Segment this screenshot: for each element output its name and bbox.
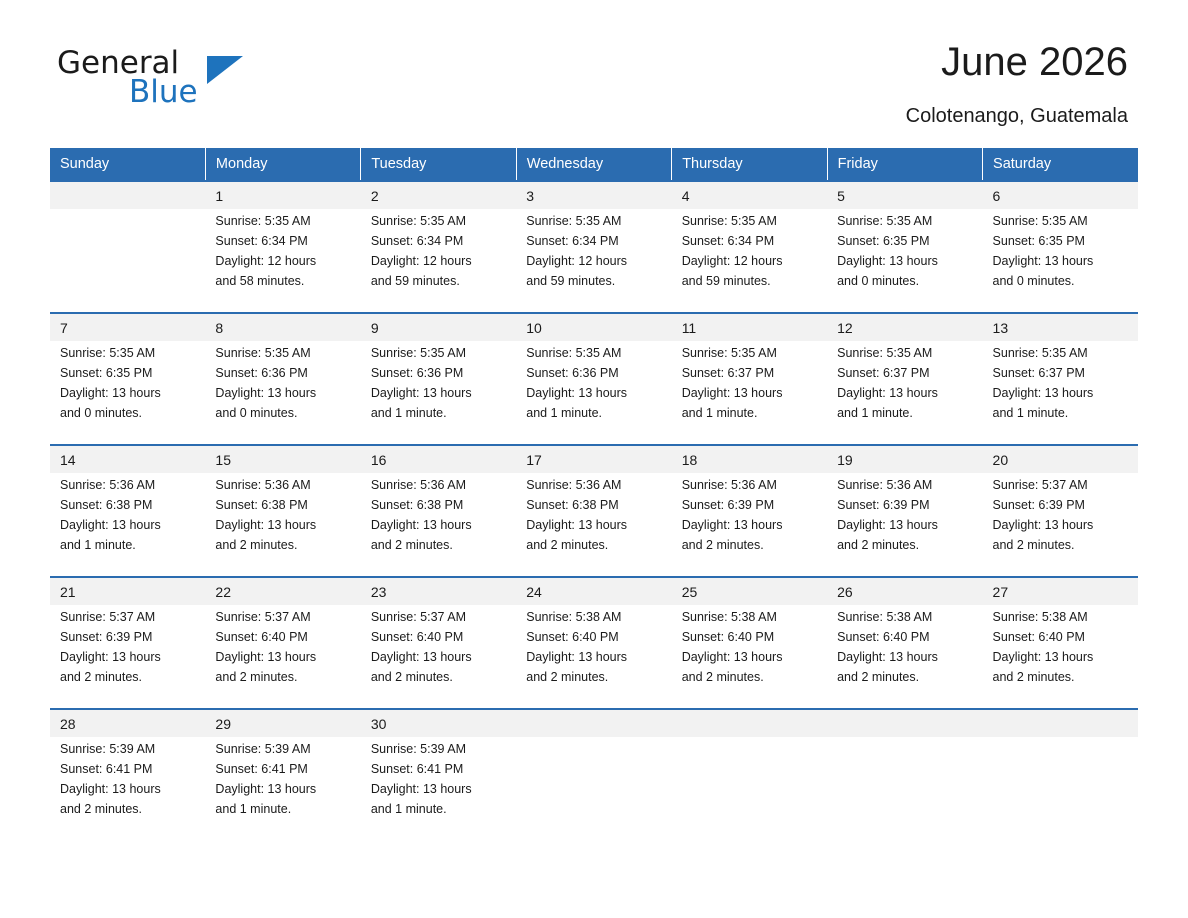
day-detail-cell — [672, 341, 827, 435]
day-detail-line: Sunset: 6:39 PM — [681, 498, 775, 512]
week-detail-row — [50, 605, 1138, 699]
day-detail-cell — [361, 737, 516, 831]
day-detail-line: Daylight: 12 hours — [370, 254, 472, 268]
day-detail-line: and 1 minute. — [370, 802, 447, 816]
day-detail-line: and 59 minutes. — [370, 274, 460, 288]
day-detail-cell — [516, 209, 671, 303]
day-number-cell: 21 — [50, 577, 205, 605]
day-number-cell: 10 — [516, 313, 671, 341]
day-detail-cell — [983, 341, 1138, 435]
day-detail-line: and 1 minute. — [681, 406, 758, 420]
day-detail-line: Sunrise: 5:35 AM — [837, 346, 933, 360]
empty-day-cell — [983, 709, 1138, 737]
day-detail-line: and 2 minutes. — [526, 670, 609, 684]
day-detail-cell — [361, 605, 516, 699]
day-detail-line: Sunrise: 5:36 AM — [370, 478, 467, 492]
day-number-cell: 30 — [361, 709, 516, 737]
weekday-header-sunday: Sunday — [50, 148, 205, 181]
day-detail-line: Sunrise: 5:38 AM — [526, 610, 622, 624]
day-detail-line: Daylight: 13 hours — [60, 650, 161, 664]
week-spacer-cell — [50, 435, 1138, 445]
day-detail-line: Sunrise: 5:39 AM — [215, 742, 311, 756]
day-detail-line: Sunset: 6:40 PM — [370, 630, 464, 644]
day-detail-cell — [205, 737, 360, 831]
day-detail-line: Sunset: 6:35 PM — [992, 234, 1085, 248]
day-detail-line: Sunrise: 5:37 AM — [370, 610, 467, 624]
day-detail-line: Daylight: 13 hours — [215, 782, 317, 796]
day-detail-line: Sunrise: 5:36 AM — [215, 478, 311, 492]
day-number-cell: 18 — [672, 445, 827, 473]
day-detail-line: Sunrise: 5:37 AM — [992, 478, 1088, 492]
day-detail-cell — [361, 209, 516, 303]
day-detail-line: Sunrise: 5:35 AM — [526, 214, 622, 228]
empty-day-cell — [672, 709, 827, 737]
day-number-cell: 16 — [361, 445, 516, 473]
day-detail-cell — [827, 473, 982, 567]
week-spacer-row — [50, 567, 1138, 577]
day-detail-cell — [672, 605, 827, 699]
week-daynumber-row — [50, 181, 1138, 209]
day-number-cell: 25 — [672, 577, 827, 605]
week-daynumber-row — [50, 577, 1138, 605]
day-number-cell: 22 — [205, 577, 360, 605]
day-detail-line: and 1 minute. — [370, 406, 447, 420]
day-detail-line: Sunset: 6:40 PM — [526, 630, 619, 644]
day-detail-line: Sunrise: 5:38 AM — [837, 610, 933, 624]
day-number-cell: 20 — [983, 445, 1138, 473]
day-detail-line: and 2 minutes. — [992, 538, 1075, 552]
day-detail-line: Daylight: 13 hours — [526, 386, 628, 400]
day-detail-line: Daylight: 13 hours — [215, 650, 317, 664]
week-detail-row — [50, 737, 1138, 831]
day-detail-cell — [983, 473, 1138, 567]
day-detail-line: Sunset: 6:36 PM — [215, 366, 308, 380]
day-number-cell: 2 — [361, 181, 516, 209]
week-spacer-row — [50, 435, 1138, 445]
day-detail-line: Sunset: 6:34 PM — [370, 234, 464, 248]
day-detail-line: Daylight: 13 hours — [837, 254, 938, 268]
weekday-header-row — [50, 148, 1138, 181]
day-number-cell: 28 — [50, 709, 205, 737]
day-detail-cell — [361, 341, 516, 435]
day-number-cell: 17 — [516, 445, 671, 473]
generalblue-logo — [57, 46, 317, 116]
day-detail-line: Daylight: 13 hours — [215, 518, 317, 532]
day-detail-line: and 2 minutes. — [837, 538, 920, 552]
day-detail-line: Sunset: 6:34 PM — [526, 234, 619, 248]
day-detail-line: Sunrise: 5:35 AM — [681, 214, 777, 228]
day-number-cell: 9 — [361, 313, 516, 341]
day-detail-line: Sunset: 6:35 PM — [837, 234, 930, 248]
day-detail-line: Sunrise: 5:35 AM — [60, 346, 156, 360]
day-detail-line: and 0 minutes. — [215, 406, 298, 420]
week-spacer-cell — [50, 303, 1138, 313]
day-number-cell: 14 — [50, 445, 205, 473]
day-detail-line: Sunset: 6:37 PM — [992, 366, 1085, 380]
day-number-cell: 4 — [672, 181, 827, 209]
day-detail-line: and 0 minutes. — [837, 274, 920, 288]
day-detail-line: Sunrise: 5:35 AM — [215, 346, 311, 360]
day-detail-cell — [672, 209, 827, 303]
day-detail-cell — [983, 605, 1138, 699]
weekday-header-wednesday: Wednesday — [516, 148, 671, 181]
empty-detail-cell — [983, 737, 1138, 831]
day-number-cell: 6 — [983, 181, 1138, 209]
day-detail-line: and 2 minutes. — [681, 538, 764, 552]
day-number-cell: 5 — [827, 181, 982, 209]
week-spacer-row — [50, 303, 1138, 313]
empty-day-cell — [50, 181, 205, 209]
day-detail-line: Daylight: 12 hours — [215, 254, 317, 268]
day-detail-cell — [827, 605, 982, 699]
day-detail-line: Sunset: 6:37 PM — [837, 366, 930, 380]
calendar-body — [50, 181, 1138, 831]
day-detail-line: and 2 minutes. — [215, 670, 298, 684]
day-detail-line: Sunrise: 5:36 AM — [526, 478, 622, 492]
day-detail-line: Sunset: 6:40 PM — [215, 630, 308, 644]
day-detail-line: and 58 minutes. — [215, 274, 305, 288]
day-detail-line: Sunset: 6:36 PM — [370, 366, 464, 380]
day-detail-line: Sunset: 6:35 PM — [60, 366, 153, 380]
day-detail-line: Daylight: 13 hours — [215, 386, 317, 400]
day-number-cell: 24 — [516, 577, 671, 605]
day-detail-line: Sunrise: 5:35 AM — [215, 214, 311, 228]
day-detail-cell — [50, 341, 205, 435]
day-number-cell: 11 — [672, 313, 827, 341]
day-detail-line: Sunset: 6:38 PM — [215, 498, 308, 512]
day-detail-line: Sunset: 6:40 PM — [992, 630, 1085, 644]
day-detail-line: Sunrise: 5:39 AM — [370, 742, 467, 756]
day-detail-cell — [827, 341, 982, 435]
weekday-header-monday: Monday — [205, 148, 360, 181]
empty-detail-cell — [672, 737, 827, 831]
day-detail-line: Sunset: 6:39 PM — [992, 498, 1085, 512]
day-detail-line: Sunset: 6:39 PM — [837, 498, 930, 512]
day-number-cell: 19 — [827, 445, 982, 473]
day-detail-line: Sunset: 6:40 PM — [681, 630, 775, 644]
day-detail-line: and 1 minute. — [837, 406, 913, 420]
day-detail-line: Sunrise: 5:36 AM — [837, 478, 933, 492]
day-detail-cell — [50, 473, 205, 567]
day-detail-line: Daylight: 13 hours — [681, 650, 783, 664]
week-daynumber-row — [50, 313, 1138, 341]
day-detail-cell — [827, 209, 982, 303]
day-detail-cell — [672, 473, 827, 567]
page-header — [50, 0, 1138, 127]
day-detail-line: Sunset: 6:38 PM — [60, 498, 153, 512]
day-detail-line: and 2 minutes. — [370, 670, 453, 684]
week-spacer-cell — [50, 699, 1138, 709]
day-detail-cell — [516, 473, 671, 567]
day-detail-line: Sunrise: 5:35 AM — [992, 214, 1088, 228]
day-detail-line: Sunset: 6:34 PM — [681, 234, 775, 248]
day-number-cell: 15 — [205, 445, 360, 473]
day-detail-cell — [50, 605, 205, 699]
day-detail-line: Sunrise: 5:38 AM — [992, 610, 1088, 624]
day-detail-cell — [205, 209, 360, 303]
sun-times-calendar — [50, 148, 1138, 831]
day-detail-cell — [983, 209, 1138, 303]
day-detail-line: Sunset: 6:34 PM — [215, 234, 308, 248]
day-detail-line: Daylight: 13 hours — [370, 518, 472, 532]
day-detail-line: and 0 minutes. — [992, 274, 1075, 288]
logo-text-general: General — [57, 45, 180, 81]
day-detail-line: Sunrise: 5:37 AM — [60, 610, 156, 624]
day-number-cell: 8 — [205, 313, 360, 341]
day-detail-line: Daylight: 12 hours — [681, 254, 783, 268]
weekday-header-saturday: Saturday — [983, 148, 1138, 181]
weekday-header-tuesday: Tuesday — [361, 148, 516, 181]
day-detail-line: and 1 minute. — [526, 406, 603, 420]
day-detail-line: and 1 minute. — [60, 538, 136, 552]
day-detail-line: and 59 minutes. — [526, 274, 616, 288]
day-detail-line: and 2 minutes. — [60, 670, 142, 684]
day-detail-line: Daylight: 13 hours — [60, 518, 161, 532]
weekday-header-friday: Friday — [827, 148, 982, 181]
week-detail-row — [50, 473, 1138, 567]
day-detail-line: Daylight: 13 hours — [526, 650, 628, 664]
week-detail-row — [50, 209, 1138, 303]
day-detail-line: and 2 minutes. — [370, 538, 453, 552]
day-detail-line: and 2 minutes. — [992, 670, 1075, 684]
day-detail-line: Daylight: 13 hours — [992, 254, 1094, 268]
empty-detail-cell — [50, 209, 205, 303]
day-detail-line: Sunrise: 5:35 AM — [370, 346, 467, 360]
day-detail-line: and 59 minutes. — [681, 274, 771, 288]
day-detail-line: Daylight: 13 hours — [60, 782, 161, 796]
day-detail-cell — [361, 473, 516, 567]
day-detail-line: and 2 minutes. — [215, 538, 298, 552]
day-number-cell: 3 — [516, 181, 671, 209]
day-detail-line: Daylight: 13 hours — [60, 386, 161, 400]
day-number-cell: 23 — [361, 577, 516, 605]
day-detail-line: Daylight: 12 hours — [526, 254, 628, 268]
week-detail-row — [50, 341, 1138, 435]
day-detail-line: Daylight: 13 hours — [526, 518, 628, 532]
day-number-cell: 1 — [205, 181, 360, 209]
day-detail-line: Sunset: 6:40 PM — [837, 630, 930, 644]
day-detail-line: and 1 minute. — [215, 802, 292, 816]
day-detail-line: and 2 minutes. — [681, 670, 764, 684]
day-number-cell: 29 — [205, 709, 360, 737]
empty-day-cell — [516, 709, 671, 737]
day-detail-line: and 1 minute. — [992, 406, 1069, 420]
day-detail-line: Daylight: 13 hours — [681, 518, 783, 532]
day-detail-line: and 0 minutes. — [60, 406, 142, 420]
triangle-icon — [207, 56, 243, 84]
day-detail-line: Sunset: 6:38 PM — [526, 498, 619, 512]
day-detail-line: Sunrise: 5:35 AM — [370, 214, 467, 228]
day-detail-line: and 2 minutes. — [526, 538, 609, 552]
day-detail-line: Sunset: 6:41 PM — [215, 762, 308, 776]
week-spacer-row — [50, 699, 1138, 709]
location-subtitle: Colotenango, Guatemala — [905, 105, 1128, 127]
week-daynumber-row — [50, 709, 1138, 737]
empty-day-cell — [827, 709, 982, 737]
day-detail-line: Sunset: 6:38 PM — [370, 498, 464, 512]
day-detail-line: Daylight: 13 hours — [837, 650, 938, 664]
day-detail-line: Daylight: 13 hours — [992, 518, 1094, 532]
week-spacer-cell — [50, 567, 1138, 577]
day-detail-line: Sunrise: 5:39 AM — [60, 742, 156, 756]
weekday-header-thursday: Thursday — [672, 148, 827, 181]
day-detail-cell — [205, 341, 360, 435]
day-detail-line: Sunrise: 5:36 AM — [60, 478, 156, 492]
day-detail-cell — [50, 737, 205, 831]
day-number-cell: 13 — [983, 313, 1138, 341]
day-detail-line: Sunrise: 5:37 AM — [215, 610, 311, 624]
day-detail-line: and 2 minutes. — [837, 670, 920, 684]
day-detail-line: Sunrise: 5:38 AM — [681, 610, 777, 624]
day-detail-line: Daylight: 13 hours — [837, 518, 938, 532]
day-detail-line: Daylight: 13 hours — [992, 386, 1094, 400]
day-detail-line: Sunset: 6:41 PM — [370, 762, 464, 776]
page-title: June 2026 — [941, 40, 1128, 84]
day-detail-line: Sunrise: 5:35 AM — [681, 346, 777, 360]
day-detail-line: Sunset: 6:41 PM — [60, 762, 153, 776]
day-detail-line: Sunrise: 5:35 AM — [837, 214, 933, 228]
day-number-cell: 7 — [50, 313, 205, 341]
day-detail-line: Daylight: 13 hours — [992, 650, 1094, 664]
day-detail-cell — [205, 473, 360, 567]
empty-detail-cell — [516, 737, 671, 831]
day-number-cell: 26 — [827, 577, 982, 605]
day-detail-cell — [516, 341, 671, 435]
day-detail-line: Sunset: 6:39 PM — [60, 630, 153, 644]
day-detail-cell — [516, 605, 671, 699]
empty-detail-cell — [827, 737, 982, 831]
day-detail-line: Daylight: 13 hours — [837, 386, 938, 400]
day-detail-line: Sunset: 6:37 PM — [681, 366, 775, 380]
day-detail-line: Daylight: 13 hours — [370, 386, 472, 400]
day-detail-line: Sunrise: 5:35 AM — [526, 346, 622, 360]
day-detail-line: Sunrise: 5:36 AM — [681, 478, 777, 492]
day-detail-line: Daylight: 13 hours — [370, 650, 472, 664]
day-detail-line: Sunset: 6:36 PM — [526, 366, 619, 380]
day-detail-line: and 2 minutes. — [60, 802, 142, 816]
day-detail-line: Daylight: 13 hours — [370, 782, 472, 796]
week-daynumber-row — [50, 445, 1138, 473]
day-detail-line: Daylight: 13 hours — [681, 386, 783, 400]
day-number-cell: 12 — [827, 313, 982, 341]
day-detail-cell — [205, 605, 360, 699]
day-number-cell: 27 — [983, 577, 1138, 605]
logo-text-blue: Blue — [129, 74, 198, 110]
day-detail-line: Sunrise: 5:35 AM — [992, 346, 1088, 360]
